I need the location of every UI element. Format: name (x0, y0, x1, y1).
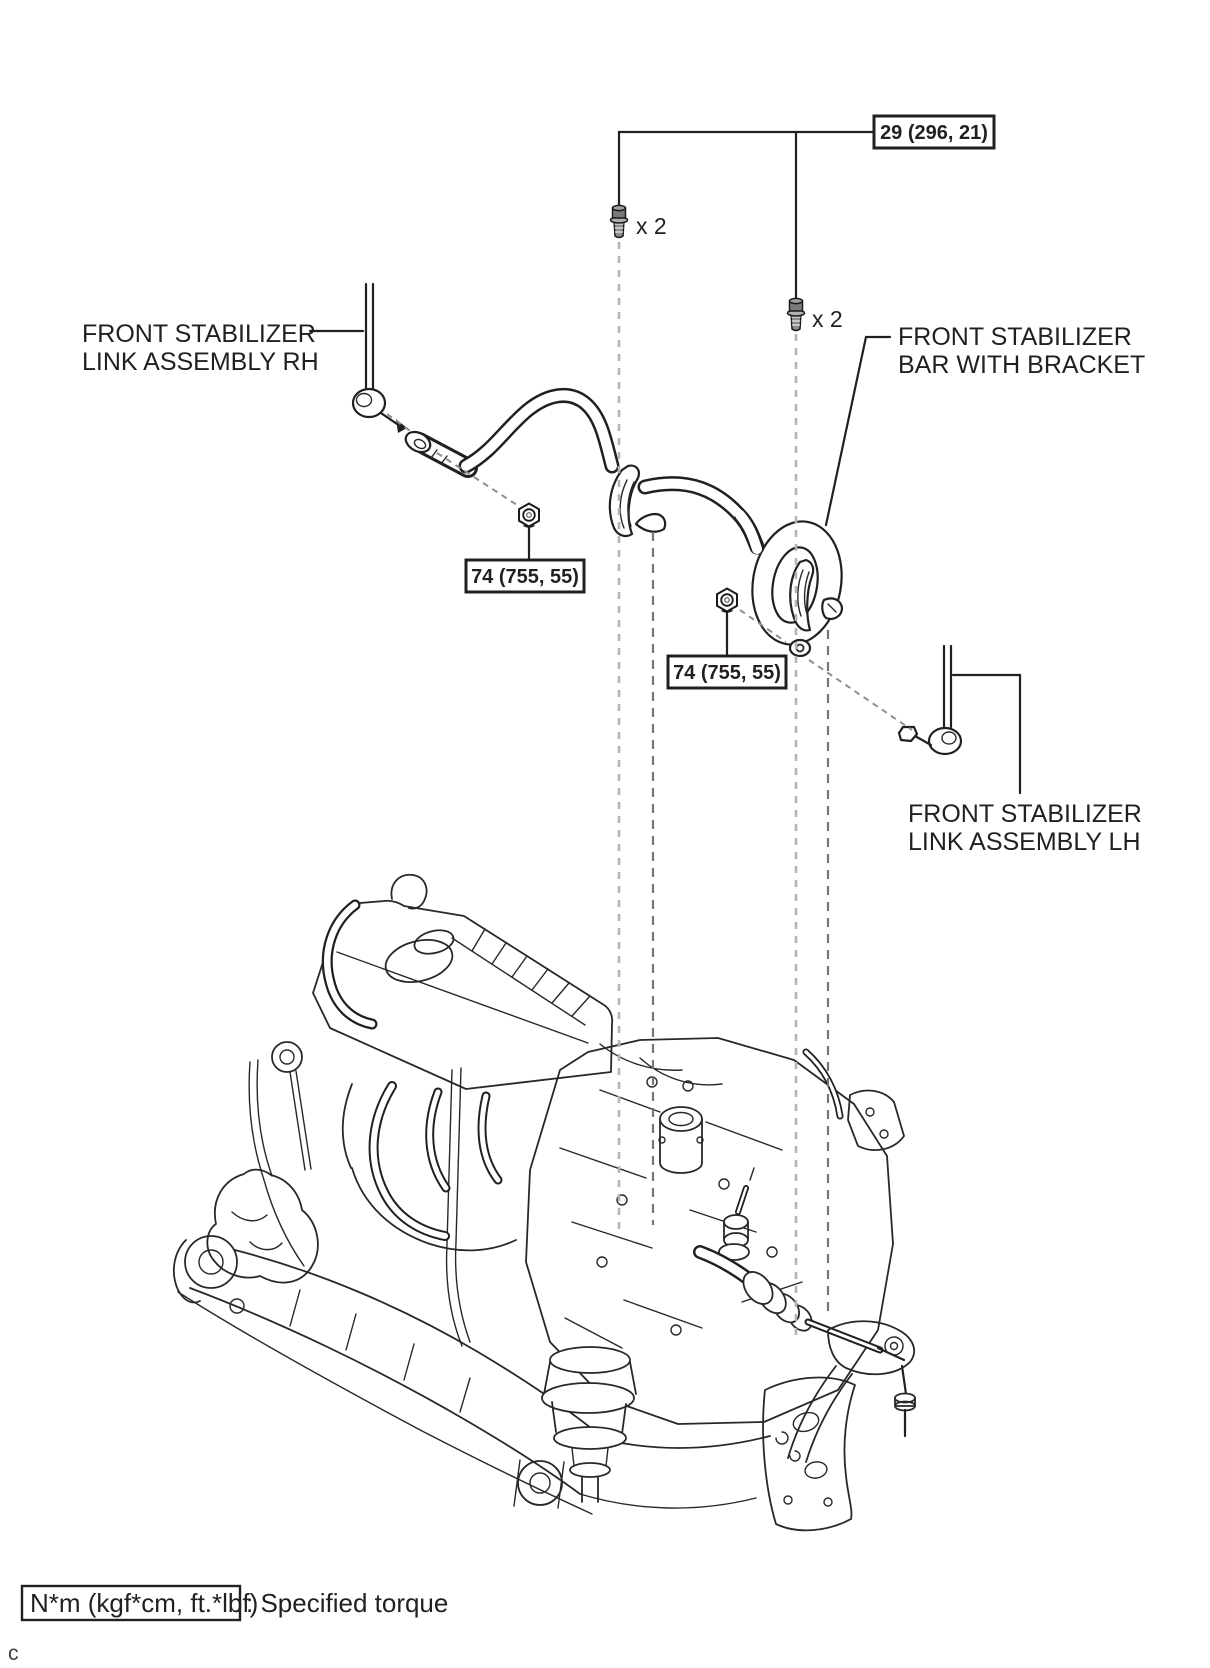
bolt-qty-right: x 2 (812, 306, 843, 332)
legend-unit-text: N*m (kgf*cm, ft.*lbf) (30, 1588, 259, 1618)
label-bar-line2: BAR WITH BRACKET (898, 351, 1146, 379)
dipstick-tube (447, 1068, 470, 1346)
stabilizer-link-lh (899, 646, 961, 754)
torque-value-bolts: 29 (296, 21) (880, 122, 988, 144)
page-marker: c (8, 1642, 19, 1665)
label-lh-link-line2: LINK ASSEMBLY LH (908, 828, 1141, 856)
mount-stack (542, 1347, 636, 1502)
intake-manifold (343, 1084, 516, 1250)
torque-legend (22, 1586, 448, 1620)
part-labels (82, 320, 1145, 856)
dipstick (272, 1042, 311, 1170)
label-rh-link-line1: FRONT STABILIZER (82, 320, 316, 348)
label-bar-with-bracket (826, 323, 1145, 525)
stabilizer-bar-left-end (402, 428, 468, 468)
projection-lines (387, 242, 912, 1335)
nut-icon-left (519, 504, 539, 527)
label-rh-link-line2: LINK ASSEMBLY RH (82, 348, 319, 376)
bolt-icon-left (611, 205, 628, 237)
torque-value-nut-left: 74 (755, 55) (471, 566, 579, 588)
label-lh-link-line1: FRONT STABILIZER (908, 800, 1142, 828)
nut-icon-right (717, 589, 737, 612)
torque-value-nut-right: 74 (755, 55) (673, 662, 781, 684)
bolt-icon-right (788, 298, 805, 330)
leader-lh-stud (809, 660, 912, 730)
label-bar-line1: FRONT STABILIZER (898, 323, 1132, 351)
stabilizer-link-rh (353, 284, 407, 433)
lower-control-arm (763, 1321, 914, 1530)
callout-line-bolts (619, 132, 874, 206)
valve-cover (313, 875, 612, 1089)
legend-description: : Specified torque (246, 1588, 449, 1618)
bolt-qty-left: x 2 (636, 213, 667, 239)
label-rh-link (82, 320, 363, 376)
engine-subframe-illustration (174, 875, 915, 1531)
stabilizer-bar-assembly (353, 284, 961, 754)
engine-mount-left (207, 1170, 318, 1283)
